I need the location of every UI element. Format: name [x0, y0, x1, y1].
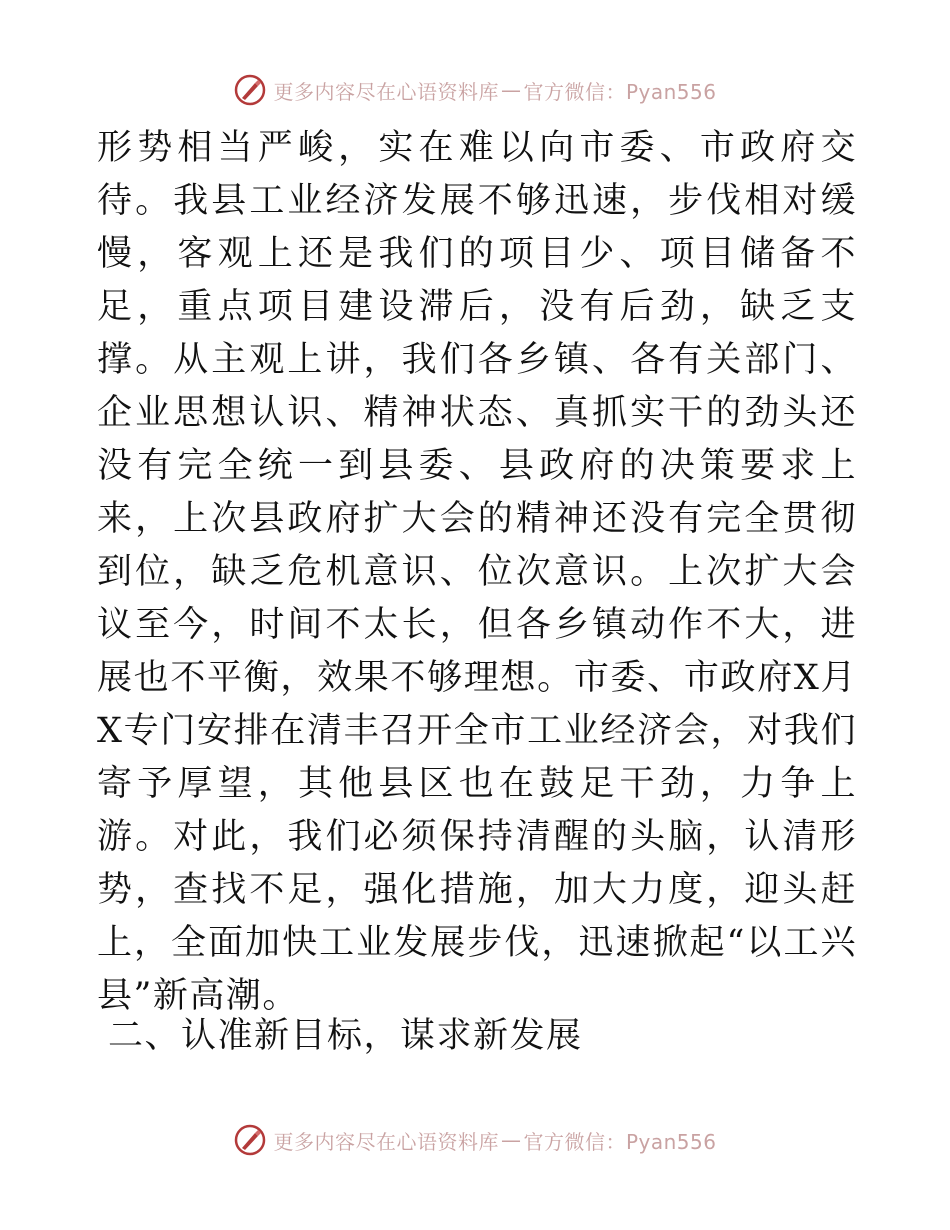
pen-circle-logo-icon: [233, 1123, 267, 1157]
watermark-text: 更多内容尽在心语资料库: [273, 1129, 499, 1154]
pen-circle-logo-icon: [233, 73, 267, 107]
section-heading: 二、认准新目标，谋求新发展: [108, 1016, 583, 1056]
footer-watermark: [0, 1120, 950, 1160]
watermark-wechat: 官方微信：Pyan556: [523, 79, 717, 104]
watermark-separator: —: [500, 1128, 522, 1152]
header-watermark: [0, 70, 950, 110]
body-paragraph: 形势相当严峻，实在难以向市委、市政府交待。我县工业经济发展不够迅速，步伐相对缓慢，客观上还是我们的项目少、项目储备不足，重点项目建设滞后，没有后劲，缺乏支撑。从主观上讲，我们各乡镇、各有关部门、企业思想认识、精神状态、真抓实干的劲头还没有完全统一到县委、县政府的决策要求上来，上次县政府扩大会的精神还没有完全贯彻到位，缺乏危机意识、位次意识。上次扩大会议至今，时间不太长，但各乡镇动作不大，进展也不平衡，效果不够理想。市委、市政府X月X专门安排在清丰召开全市工业经济会，对我们寄予厚望，其他县区也在鼓足干劲，力争上游。对此，我们必须保持清醒的头脑，认清形势，查找不足，强化措施，加大力度，迎头赶上，全面加快工业发展步伐，迅速掀起“以工兴县”新高潮。: [97, 128, 857, 1016]
watermark-wechat: 官方微信：Pyan556: [523, 1129, 717, 1154]
watermark-text: 更多内容尽在心语资料库: [273, 79, 499, 104]
watermark-separator: —: [500, 78, 522, 102]
